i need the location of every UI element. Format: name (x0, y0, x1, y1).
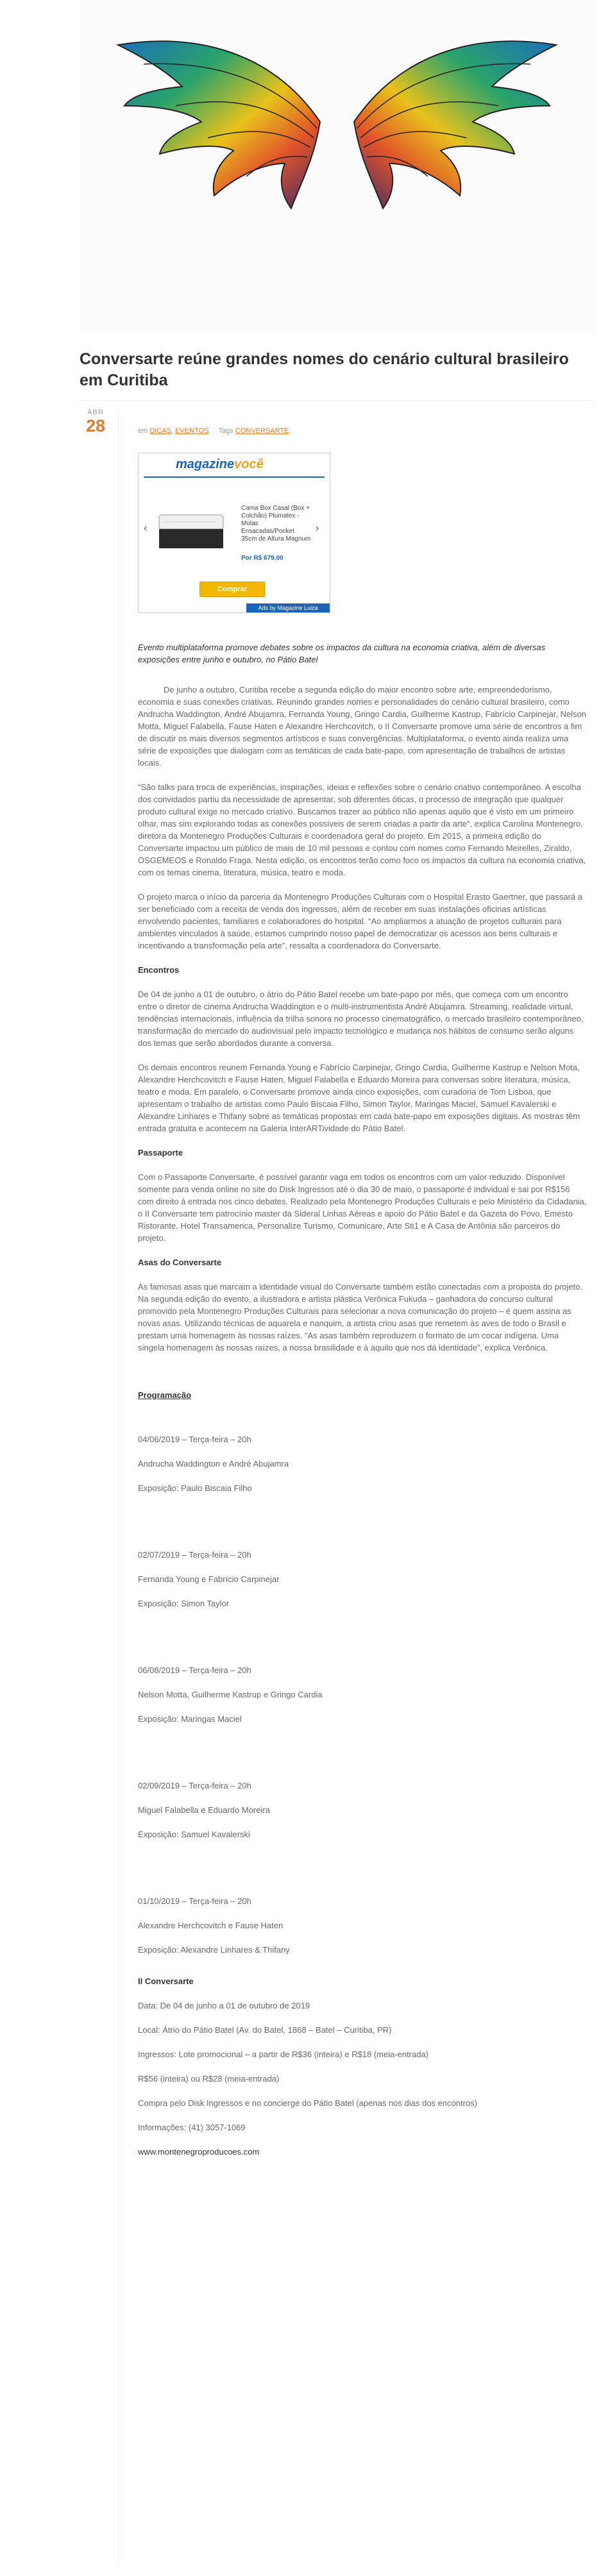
schedule-exhibition: Exposição: Paulo Biscaia Filho (138, 1483, 252, 1493)
info-purchase: Compra pelo Disk Ingressos e no concierge do Pátio Batel (apenas nos dias dos encontros) (138, 2098, 477, 2108)
section-heading-passaporte: Passaporte (138, 1148, 183, 1158)
article-body (138, 641, 587, 2170)
schedule-item (138, 1433, 587, 1494)
schedule-date: 01/10/2019 – Terça-feira – 20h (138, 1896, 251, 1906)
schedule-guests: Fernanda Young e Fabrício Carpinejar (138, 1574, 280, 1584)
magazine-ad-banner[interactable] (138, 453, 330, 613)
info-tickets: Ingressos: Lote promocional – a partir de R$36 (inteira) e R$18 (meia-entrada) (138, 2050, 429, 2059)
schedule-exhibition: Exposição: Samuel Kavalerski (138, 1830, 250, 1839)
info-phone: Informações: (41) 3057-1069 (138, 2123, 246, 2132)
schedule-date: 06/08/2019 – Terça-feira – 20h (138, 1665, 251, 1675)
category-link-dicas[interactable]: DICAS (149, 427, 171, 435)
content-left-border (118, 410, 119, 2565)
title-divider (80, 400, 595, 401)
schedule-date: 04/06/2019 – Terça-feira – 20h (138, 1435, 251, 1444)
info-website-link[interactable]: www.montenegroproducoes.com (138, 2147, 260, 2157)
schedule-guests: Alexandre Herchcovitch e Fause Haten (138, 1921, 284, 1930)
ad-next-arrow-icon[interactable]: › (316, 523, 319, 534)
category-link-eventos[interactable]: EVENTOS (175, 427, 209, 435)
section-heading-encontros: Encontros (138, 965, 180, 975)
date-month: ABR (87, 408, 104, 416)
spacer (138, 1629, 587, 1664)
paragraph: Com o Passaporte Conversarte, é possível garantir vaga em todos os encontros com um valor reduzido. Disponível somente para venda online no site do Disk Ingressos até o dia 30 de maio, o passaporte é individual e sai por R$156 com direito à entrada nos cinco debates. Realizado pela Montenegro Produções Culturais e pelo Ministério da Cidadania, o II Conversarte tem patrocínio master da Sideral Linhas Aéreas e apoio do Pátio Batel e da Gazeta do Povo, Emesto Ristorante, Hotel Transamerica, Personalize Turismo, Comunicare, Arte Sti1 e A Casa de Antônia são parceiros do projeto. (138, 1172, 587, 1243)
section-heading-asas: Asas do Conversarte (138, 1258, 222, 1267)
schedule-item (138, 1780, 587, 1840)
logo-accent-text: você (234, 457, 264, 471)
schedule-date: 02/09/2019 – Terça-feira – 20h (138, 1781, 251, 1790)
schedule-guests: Andrucha Waddington e André Abujamra (138, 1459, 289, 1469)
schedule-item (138, 1895, 587, 1956)
magazine-voce-logo (176, 457, 264, 472)
tags-label: Tags (218, 427, 233, 435)
article-lead: Evento multiplataforma promove debates sobre os impactos da cultura na economia criativa, além de diversas exposições entre junho e outubro, no Pátio Batel (138, 643, 546, 664)
info-prices: R$56 (inteira) ou R$28 (meia-entrada) (138, 2074, 280, 2084)
spacer (138, 1744, 587, 1780)
logo-main-text: magazine (176, 457, 235, 471)
schedule-exhibition: Exposição: Simon Taylor (138, 1599, 230, 1608)
paragraph: O projeto marca o início da parceria da Montenegro Produções Culturais com o Hospital Erasto Gaertner, que passará a ser beneficiado com a receita de venda dos ingressos, além de receber em suas instalações oficinas artísticas envolvendo pacientes, familiares e colaboradores do hospital. “Ao ampliarmos a atuação de projetos culturais para ambientes vinculados à saúde, estamos cumprindo nosso papel de democratizar os acessos aos bens culturais e incentivando a transformação pela arte”, ressalta a coordenadora do Conversarte. (138, 892, 582, 950)
schedule-exhibition: Exposição: Maringas Maciel (138, 1714, 242, 1724)
info-location: Local: Átrio do Pátio Batel (Av. do Batel, 1868 – Batel – Curitiba, PR) (138, 2025, 392, 2035)
schedule-guests: Nelson Motta, Guilherme Kastrup e Gringo Cardia (138, 1690, 323, 1699)
section-heading-ii-conversarte: II Conversarte (138, 1976, 194, 1986)
ad-product-name[interactable]: Cama Box Casal (Box + Colchão) Plumatex - Molas Ensacadas/Pocket 35cm de Altura Magnum (241, 505, 311, 543)
ad-attribution[interactable]: Ads by Magazine Luiza (246, 603, 330, 612)
schedule-item (138, 1549, 587, 1610)
paragraph: “São talks para troca de experiências, inspirações, ideias e reflexões sobre o cenário criativo contemporâneo. A escolha dos convidados partiu da necessidade de apresentar, sob diferentes óticas, o processo de integração que qualquer produto cultural exige no mercado criativo. Buscamos trazer ao público não apenas aquilo que é visto em um primeiro olhar, mas sim explorando todas as conexões possíveis de serem criadas a partir da arte”, explica Carolina Montenegro, diretora da Montenegro Produções Culturais e coordenadora geral do projeto. Em 2015, a primeira edição do Conversarte impactou um público de mais de 10 mil pessoas e contou com nomes como Fernando Meirelles, Ziraldo, OSGEMEOS e Ronaldo Fraga. Nesta edição, os encontros terão como foco os impactos da cultura na economia criativa, com os temas cinema, literatura, música, teatro e moda. (138, 782, 586, 877)
section-heading-programacao: Programação (138, 1390, 192, 1400)
ad-header-bar (144, 476, 325, 478)
paragraph: De junho a outubro, Curitiba recebe a segunda edição do maior encontro sobre arte, empreendedorismo, economia e suas conexões criativas. Reunindo grandes nomes e personalidades do cenário cultural brasileiro, como Andrucha Waddington, André Abujamra, Fernanda Young, Gringo Cardia, Guilherme Kastrup, Fabrício Carpinejar, Nelson Motta, Miguel Falabella, Fause Haten e Alexandre Herchcovitch, o II Conversarte promove uma série de encontros a fim de discutir os mais diversos segmentos artísticos e suas convergências. Multiplataforma, o evento ainda realiza uma série de exposições que dialogam com as temáticas de cada bate-papo, com apresentação de trabalhos de artistas locais. (138, 685, 587, 768)
paragraph: De 04 de junho a 01 de outubro, o átrio do Pátio Batel recebe um bate-papo por mês, que começa com um encontro entre o diretor de cinema Andrucha Waddington e o multi-instrumentista André Abujamra. Streaming, realidade virtual, tendências internacionais, influência da trilha sonora no processo cinematográfico, o mercado brasileiro contemporâneo, transformação do mercado do audiovisual pelo impacto tecnológico e mudança nos hábitos de consumo serão alguns dos temas que serão abordados durante a conversa. (138, 989, 584, 1048)
mattress-product-image[interactable] (153, 496, 230, 560)
schedule-exhibition: Exposição: Alexandre Linhares & Thifany (138, 1945, 290, 1955)
category-separator: , (171, 427, 176, 435)
schedule-guests: Miguel Falabella e Eduardo Moreira (138, 1805, 270, 1815)
left-wing (118, 41, 320, 208)
post-meta (138, 427, 289, 435)
info-date: Data: De 04 de junho a 01 de outubro de 2019 (138, 2001, 310, 2010)
post-date (80, 408, 112, 435)
categories-label: em (138, 427, 148, 435)
ad-buy-button[interactable]: Comprar (199, 582, 265, 597)
paragraph: Os demais encontros reunem Fernanda Young e Fabrício Carpinejar, Gringo Cardia, Guilherme Kastrup e Nelson Mota, Alexandre Herchcovitch e Fause Haten, Miguel Falabella e Eduardo Moreira para conversas sobre literatura, música, teatro e moda. Em paralelo, o Conversarte promove ainda cinco exposições, com curadoria de Tom Lisboa, que apresentam o trabalho de artistas como Paulo Biscaia Filho, Simon Taylor, Maringas Maciel, Samuel Kavalerski e Alexandre Linhares e Thifany sobre as temáticas propostas em cada bate-papo em exposições digitais. As mostras têm entrada gratuita e acontecem na Galeria InterARTividade do Pátio Batel. (138, 1063, 580, 1133)
ad-product-price: Por R$ 679,00 (241, 555, 284, 562)
date-day: 28 (85, 416, 106, 435)
paragraph: As famosas asas que marcam a identidade visual do Conversarte também estão conectadas com a proposta do projeto. Na segunda edição do evento, a ilustradora e artista plástica Verônica Fukuda – ganhadora do concurso cultural promovido pela Montenegro Produções Culturais para selecionar a nova comunicação do projeto – é quem assina as novas asas. Utilizando técnicas de aquarela e nanquim, a artista criou asas que remetem às aves de todo o Brasil e prestam uma homenagem às nossas raízes. “As asas também reproduzem o formato de um cocar indígena. Uma singela homenagem às nossas raízes, a nossa brasilidade e à aquilo que nos dá identidade”, explica Verônica. (138, 1282, 582, 1352)
tag-link-conversarte[interactable]: CONVERSARTE (235, 427, 289, 435)
schedule-item (138, 1664, 587, 1725)
ad-prev-arrow-icon[interactable]: ‹ (144, 523, 148, 534)
colorful-wings-illustration (80, 0, 595, 333)
spacer (138, 1860, 587, 1895)
article-title: Conversarte reúne grandes nomes do cenário cultural brasileiro em Curitiba (80, 350, 569, 389)
spacer (138, 1513, 587, 1549)
hero-image-wings (80, 0, 595, 333)
schedule-date: 02/07/2019 – Terça-feira – 20h (138, 1550, 251, 1560)
right-wing (354, 41, 556, 208)
